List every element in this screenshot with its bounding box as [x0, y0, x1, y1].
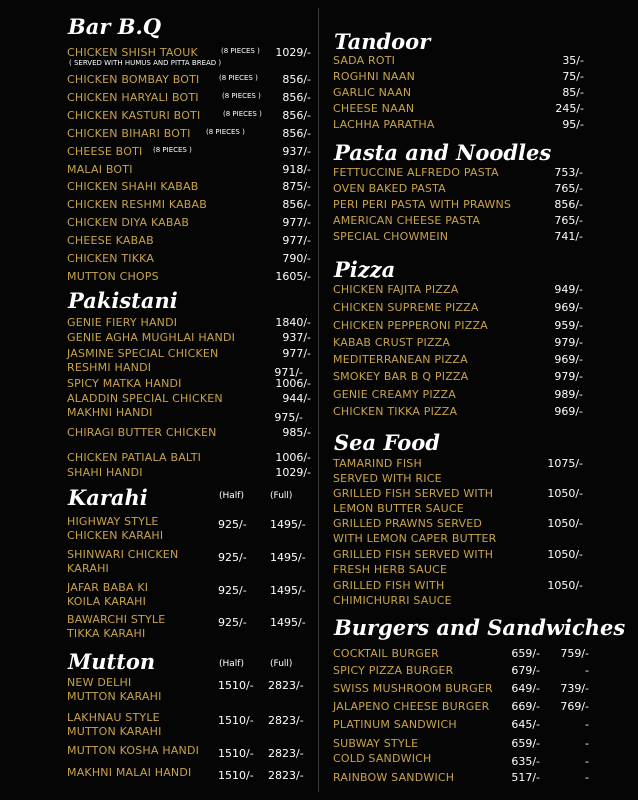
- menu-item-name: CHEESE BOTI: [67, 145, 143, 158]
- menu-item-name: MALAI BOTI: [67, 163, 133, 176]
- menu-item-name: GARLIC NAAN: [333, 86, 412, 99]
- menu-item-price-large-secondary: -: [585, 755, 589, 768]
- menu-item-name: HIGHWAY STYLE: [67, 515, 159, 528]
- menu-item-price: 753/-: [554, 166, 583, 179]
- menu-item-name: CHICKEN KASTURI BOTI: [67, 109, 201, 122]
- menu-item-name: SMOKEY BAR B Q PIZZA: [333, 370, 469, 383]
- menu-item-name-line2: LEMON BUTTER SAUCE: [333, 502, 464, 515]
- menu-item-price: 989/-: [554, 388, 583, 401]
- section-title-bbq: Bar B.Q: [68, 14, 162, 39]
- menu-item-subnote: ( SERVED WITH HUMUS AND PITTA BREAD ): [69, 59, 222, 67]
- menu-item-note: (8 PIECES ): [222, 92, 261, 100]
- menu-item-name: LACHHA PARATHA: [333, 118, 435, 131]
- menu-item-price: 959/-: [554, 319, 583, 332]
- menu-item-name: CHICKEN PATIALA BALTI: [67, 451, 202, 464]
- column-divider: [318, 8, 319, 792]
- menu-item-name-line2: SERVED WITH RICE: [333, 472, 442, 485]
- menu-item-price: 85/-: [562, 86, 584, 99]
- menu-item-name: RAINBOW SANDWICH: [333, 771, 455, 784]
- menu-item-name: MUTTON KOSHA HANDI: [67, 744, 200, 757]
- menu-item-name: CHEESE KABAB: [67, 234, 154, 247]
- menu-item-price: 969/-: [554, 301, 583, 314]
- menu-item-price-large: -: [585, 718, 589, 731]
- menu-item-price: 937/-: [282, 331, 311, 344]
- menu-item-price: 856/-: [282, 109, 311, 122]
- menu-item-name: SWISS MUSHROOM BURGER: [333, 682, 493, 695]
- menu-item-price-full: 2823/-: [268, 747, 304, 760]
- menu-item-name: CHICKEN SHISH TAOUK: [67, 46, 198, 59]
- menu-item-name: FETTUCCINE ALFREDO PASTA: [333, 166, 499, 179]
- menu-item-name: SPICY PIZZA BURGER: [333, 664, 454, 677]
- menu-item-name: GENIE AGHA MUGHLAI HANDI: [67, 331, 236, 344]
- menu-item-price-half: 925/-: [218, 551, 247, 564]
- section-title-pasta: Pasta and Noodles: [334, 140, 552, 165]
- menu-item-price: 969/-: [554, 353, 583, 366]
- menu-item-name: CHICKEN TIKKA PIZZA: [333, 405, 458, 418]
- menu-item-price: 1050/-: [547, 548, 583, 561]
- menu-item-price: 1029/-: [275, 46, 311, 59]
- menu-item-price: 856/-: [554, 198, 583, 211]
- menu-item-name-line2: FRESH HERB SAUCE: [333, 563, 448, 576]
- column-header-half: (Half): [219, 659, 244, 669]
- menu-item-price-regular: 679/-: [511, 664, 540, 677]
- section-title-mutton: Mutton: [68, 649, 156, 674]
- menu-item-price-half: 1510/-: [218, 679, 254, 692]
- menu-item-price-regular: 649/-: [511, 682, 540, 695]
- column-header-full: (Full): [270, 659, 293, 669]
- menu-item-price: 741/-: [554, 230, 583, 243]
- menu-item-name: COCKTAIL BURGER: [333, 647, 439, 660]
- menu-item-price: 979/-: [554, 336, 583, 349]
- menu-item-price-half: 1510/-: [218, 747, 254, 760]
- menu-item-name: OVEN BAKED PASTA: [333, 182, 446, 195]
- menu-item-name: MEDITERRANEAN PIZZA: [333, 353, 468, 366]
- menu-item-name: SUBWAY STYLE: [333, 737, 419, 750]
- menu-item-name: SPECIAL CHOWMEIN: [333, 230, 449, 243]
- menu-item-price: 875/-: [282, 180, 311, 193]
- menu-item-name: AMERICAN CHEESE PASTA: [333, 214, 481, 227]
- menu-item-name: CHICKEN BIHARI BOTI: [67, 127, 191, 140]
- menu-item-price-large: -: [585, 664, 589, 677]
- menu-item-price: 765/-: [554, 214, 583, 227]
- menu-item-name: GRILLED FISH SERVED WITH: [333, 548, 494, 561]
- menu-item-price: 1006/-: [275, 451, 311, 464]
- menu-item-price: 1075/-: [547, 457, 583, 470]
- menu-item-note: (8 PIECES ): [221, 47, 260, 55]
- menu-item-price-half: 925/-: [218, 616, 247, 629]
- menu-item-price-large: -: [585, 771, 589, 784]
- menu-item-name: TAMARIND FISH: [333, 457, 422, 470]
- menu-item-name: CHICKEN DIYA KABAB: [67, 216, 190, 229]
- menu-item-name: CHICKEN BOMBAY BOTI: [67, 73, 200, 86]
- menu-item-name: CHICKEN FAJITA PIZZA: [333, 283, 459, 296]
- menu-item-price: 765/-: [554, 182, 583, 195]
- menu-item-price-half: 1510/-: [218, 714, 254, 727]
- menu-item-price-full: 1495/-: [270, 551, 306, 564]
- menu-item-price-large: 739/-: [560, 682, 589, 695]
- menu-item-name-line2: RESHMI HANDI: [67, 361, 152, 374]
- menu-item-price-large: -: [585, 737, 589, 750]
- menu-item-name: PLATINUM SANDWICH: [333, 718, 457, 731]
- menu-item-price: 944/-: [282, 392, 311, 405]
- menu-item-name: GRILLED PRAWNS SERVED: [333, 517, 483, 530]
- menu-item-name-line2: CHICKEN KARAHI: [67, 529, 164, 542]
- menu-item-name-line2: KARAHI: [67, 562, 109, 575]
- menu-item-name: CHICKEN RESHMI KABAB: [67, 198, 208, 211]
- menu-item-name: BAWARCHI STYLE: [67, 613, 166, 626]
- menu-item-price: 977/-: [282, 347, 311, 360]
- menu-item-name: KABAB CRUST PIZZA: [333, 336, 451, 349]
- menu-item-price: 35/-: [562, 54, 584, 67]
- menu-item-name-line2: WITH LEMON CAPER BUTTER: [333, 532, 497, 545]
- menu-item-price: 790/-: [282, 252, 311, 265]
- menu-item-price-regular: 659/-: [511, 647, 540, 660]
- menu-item-price: 75/-: [562, 70, 584, 83]
- menu-item-name: JALAPENO CHEESE BURGER: [333, 700, 490, 713]
- menu-item-name: CHICKEN HARYALI BOTI: [67, 91, 199, 104]
- section-title-tandoor: Tandoor: [334, 29, 431, 54]
- menu-item-name-line2: CHIMICHURRI SAUCE: [333, 594, 452, 607]
- menu-item-price-regular: 517/-: [511, 771, 540, 784]
- menu-item-name: GENIE CREAMY PIZZA: [333, 388, 456, 401]
- menu-item-price: 856/-: [282, 91, 311, 104]
- menu-item-price-full: 1495/-: [270, 518, 306, 531]
- menu-item-name-line2: MUTTON KARAHI: [67, 690, 162, 703]
- menu-item-name: CHICKEN SHAHI KABAB: [67, 180, 199, 193]
- menu-item-name: SHINWARI CHICKEN: [67, 548, 179, 561]
- menu-item-price: 856/-: [282, 198, 311, 211]
- menu-item-price: 977/-: [282, 216, 311, 229]
- menu-item-name: LAKHNAU STYLE: [67, 711, 160, 724]
- menu-item-name: GRILLED FISH SERVED WITH: [333, 487, 494, 500]
- section-title-pakistani: Pakistani: [68, 288, 178, 313]
- menu-item-note: (8 PIECES ): [206, 128, 245, 136]
- menu-item-name: CHICKEN SUPREME PIZZA: [333, 301, 479, 314]
- menu-item-name: CHICKEN PEPPERONI PIZZA: [333, 319, 488, 332]
- menu-item-price-full: 2823/-: [268, 679, 304, 692]
- menu-item-name-line2: MAKHNI HANDI: [67, 406, 153, 419]
- menu-item-price: 969/-: [554, 405, 583, 418]
- menu-item-name: ALADDIN SPECIAL CHICKEN: [67, 392, 223, 405]
- menu-item-price: 95/-: [562, 118, 584, 131]
- menu-item-price: 856/-: [282, 127, 311, 140]
- menu-item-note: (8 PIECES ): [223, 110, 262, 118]
- section-title-seafood: Sea Food: [334, 430, 440, 455]
- menu-item-price: 1840/-: [275, 316, 311, 329]
- menu-item-price: 1605/-: [275, 270, 311, 283]
- menu-item-name: SHAHI HANDI: [67, 466, 143, 479]
- menu-item-price-full: 1495/-: [270, 584, 306, 597]
- menu-item-price-regular: 659/-: [511, 737, 540, 750]
- menu-item-price-half: 925/-: [218, 518, 247, 531]
- menu-item-name: GENIE FIERY HANDI: [67, 316, 178, 329]
- menu-item-name: SADA ROTI: [333, 54, 396, 67]
- menu-item-name: MAKHNI MALAI HANDI: [67, 766, 192, 779]
- column-header-full: (Full): [270, 491, 293, 501]
- column-header-half: (Half): [219, 491, 244, 501]
- section-title-burgers: Burgers and Sandwiches: [334, 615, 626, 640]
- menu-item-price: 856/-: [282, 73, 311, 86]
- menu-item-price: 985/-: [282, 426, 311, 439]
- section-title-pizza: Pizza: [334, 257, 396, 282]
- menu-item-price-large: 759/-: [560, 647, 589, 660]
- menu-item-price-regular: 645/-: [511, 718, 540, 731]
- menu-item-price-full: 2823/-: [268, 714, 304, 727]
- menu-item-price: 949/-: [554, 283, 583, 296]
- menu-item-name: JASMINE SPECIAL CHICKEN: [67, 347, 219, 360]
- menu-item-price-half: 925/-: [218, 584, 247, 597]
- menu-item-price-half: 1510/-: [218, 769, 254, 782]
- menu-item-price-regular: 669/-: [511, 700, 540, 713]
- menu-item-price: 937/-: [282, 145, 311, 158]
- menu-item-price-full: 1495/-: [270, 616, 306, 629]
- menu-item-price-full: 2823/-: [268, 769, 304, 782]
- menu-item-price: 979/-: [554, 370, 583, 383]
- menu-item-price: 1050/-: [547, 517, 583, 530]
- menu-item-name-line2: TIKKA KARAHI: [67, 627, 146, 640]
- menu-item-price-large: 769/-: [560, 700, 589, 713]
- menu-item-name: ROGHNI NAAN: [333, 70, 416, 83]
- menu-item-price-secondary: 975/-: [274, 411, 303, 424]
- menu-item-name: CHIRAGI BUTTER CHICKEN: [67, 426, 217, 439]
- menu-item-price: 1050/-: [547, 487, 583, 500]
- menu-item-name: CHEESE NAAN: [333, 102, 415, 115]
- menu-item-price: 1029/-: [275, 466, 311, 479]
- menu-item-name-line2: MUTTON KARAHI: [67, 725, 162, 738]
- menu-item-name: GRILLED FISH WITH: [333, 579, 445, 592]
- menu-item-name: JAFAR BABA KI: [67, 581, 149, 594]
- menu-item-price: 1050/-: [547, 579, 583, 592]
- menu-item-price: 977/-: [282, 234, 311, 247]
- menu-item-name-line2: KOILA KARAHI: [67, 595, 147, 608]
- menu-item-name: SPICY MATKA HANDI: [67, 377, 182, 390]
- menu-item-name: MUTTON CHOPS: [67, 270, 159, 283]
- menu-item-price: 918/-: [282, 163, 311, 176]
- menu-item-note: (8 PIECES ): [153, 146, 192, 154]
- menu-item-price: 1006/-: [275, 377, 311, 390]
- menu-item-price: 245/-: [555, 102, 584, 115]
- section-title-karahi: Karahi: [68, 485, 148, 510]
- menu-item-price-regular-secondary: 635/-: [511, 755, 540, 768]
- menu-item-note: (8 PIECES ): [219, 74, 258, 82]
- menu-item-name: PERI PERI PASTA WITH PRAWNS: [333, 198, 512, 211]
- menu-item-price-secondary: 971/-: [274, 366, 303, 379]
- menu-item-name: CHICKEN TIKKA: [67, 252, 155, 265]
- menu-item-name: NEW DELHI: [67, 676, 132, 689]
- menu-item-name-line2: COLD SANDWICH: [333, 752, 432, 765]
